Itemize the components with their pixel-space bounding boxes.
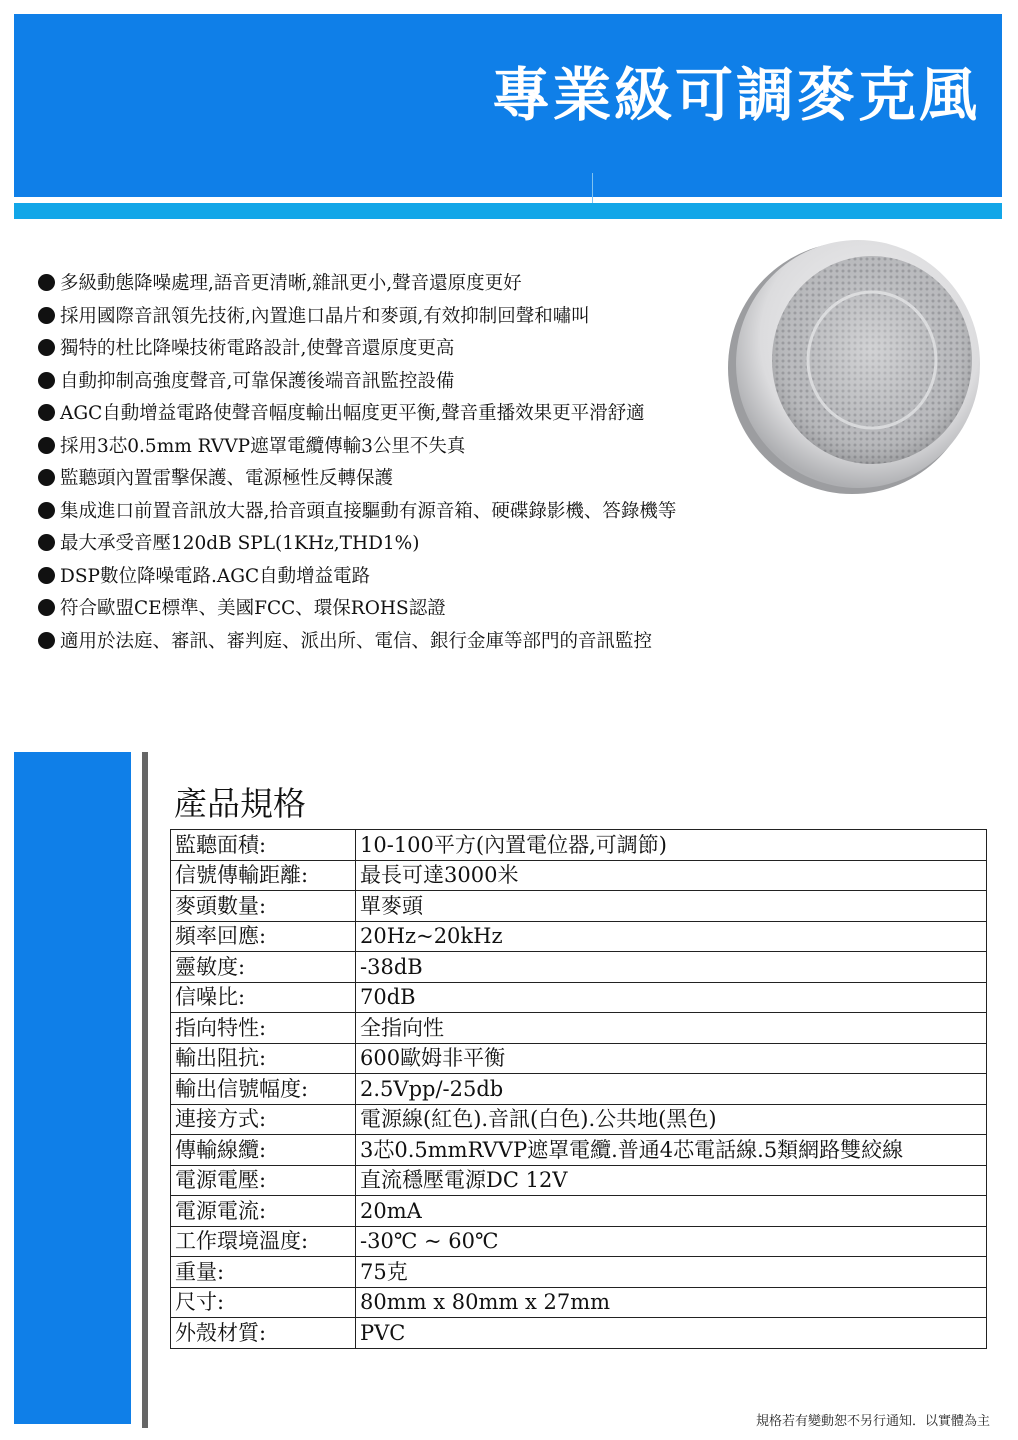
spec-key: 傳輸線纜:	[171, 1135, 356, 1166]
feature-list	[38, 268, 778, 658]
feature-item: 監聽頭內置雷擊保護、電源極性反轉保護	[38, 463, 778, 496]
spec-key: 信噪比:	[171, 982, 356, 1013]
table-row	[171, 860, 987, 891]
spec-value: 75克	[356, 1257, 987, 1288]
spec-value: 最長可達3000米	[356, 860, 987, 891]
table-row	[171, 1196, 987, 1227]
spec-value: 20mA	[356, 1196, 987, 1227]
spec-value: 全指向性	[356, 1013, 987, 1044]
bullet-icon	[38, 307, 55, 324]
spec-key: 指向特性:	[171, 1013, 356, 1044]
spec-key: 頻率回應:	[171, 921, 356, 952]
bullet-icon	[38, 502, 55, 519]
spec-value: -30℃ ~ 60℃	[356, 1226, 987, 1257]
table-row	[171, 1226, 987, 1257]
page-title: 專業級可調麥克風	[491, 61, 980, 129]
bullet-icon	[38, 372, 55, 389]
spec-key: 輸出信號幅度:	[171, 1074, 356, 1105]
table-row	[171, 1043, 987, 1074]
spec-key: 重量:	[171, 1257, 356, 1288]
table-row	[171, 1287, 987, 1318]
spec-key: 電源電流:	[171, 1196, 356, 1227]
spec-value: 10-100平方(內置電位器,可調節)	[356, 830, 987, 861]
spec-key: 工作環境溫度:	[171, 1226, 356, 1257]
bullet-icon	[38, 469, 55, 486]
spec-key: 監聽面積:	[171, 830, 356, 861]
bullet-icon	[38, 437, 55, 454]
specs-table	[170, 829, 987, 1349]
table-row	[171, 1104, 987, 1135]
spec-value: 電源線(紅色).音訊(白色).公共地(黑色)	[356, 1104, 987, 1135]
spec-value: 20Hz~20kHz	[356, 921, 987, 952]
table-row	[171, 1318, 987, 1349]
table-row	[171, 1257, 987, 1288]
bullet-icon	[38, 599, 55, 616]
decorative-side-block	[14, 752, 131, 1424]
microphone-product-image	[726, 238, 982, 496]
footer-note: 規格若有變動恕不另行通知．以實體為主	[755, 1414, 990, 1429]
feature-item: 採用3芯0.5mm RVVP遮罩電纜傳輸3公里不失真	[38, 431, 778, 464]
bullet-icon	[38, 632, 55, 649]
feature-item: DSP數位降噪電路.AGC自動增益電路	[38, 561, 778, 594]
feature-item: 符合歐盟CE標準、美國FCC、環保ROHS認證	[38, 593, 778, 626]
spec-value: 3芯0.5mmRVVP遮罩電纜.普通4芯電話線.5類網路雙絞線	[356, 1135, 987, 1166]
spec-key: 外殼材質:	[171, 1318, 356, 1349]
bullet-icon	[38, 339, 55, 356]
decorative-side-bar	[142, 752, 148, 1428]
spec-value: 70dB	[356, 982, 987, 1013]
spec-value: 600歐姆非平衡	[356, 1043, 987, 1074]
spec-value: 80mm x 80mm x 27mm	[356, 1287, 987, 1318]
feature-item: AGC自動增益電路使聲音幅度輸出幅度更平衡,聲音重播效果更平滑舒適	[38, 398, 778, 431]
table-row	[171, 830, 987, 861]
bullet-icon	[38, 274, 55, 291]
spec-value: 單麥頭	[356, 891, 987, 922]
feature-item: 適用於法庭、審訊、審判庭、派出所、電信、銀行金庫等部門的音訊監控	[38, 626, 778, 659]
spec-key: 連接方式:	[171, 1104, 356, 1135]
table-row	[171, 1074, 987, 1105]
table-row	[171, 891, 987, 922]
bullet-icon	[38, 404, 55, 421]
bullet-icon	[38, 534, 55, 551]
feature-item: 最大承受音壓120dB SPL(1KHz,THD1%)	[38, 528, 778, 561]
spec-key: 輸出阻抗:	[171, 1043, 356, 1074]
table-row	[171, 982, 987, 1013]
feature-item: 自動抑制高強度聲音,可靠保護後端音訊監控設備	[38, 366, 778, 399]
spec-key: 靈敏度:	[171, 952, 356, 983]
table-row	[171, 952, 987, 983]
bullet-icon	[38, 567, 55, 584]
spec-key: 電源電壓:	[171, 1165, 356, 1196]
table-row	[171, 1013, 987, 1044]
spec-value: 直流穩壓電源DC 12V	[356, 1165, 987, 1196]
spec-value: -38dB	[356, 952, 987, 983]
spec-key: 麥頭數量:	[171, 891, 356, 922]
feature-item: 多級動態降噪處理,語音更清晰,雜訊更小,聲音還原度更好	[38, 268, 778, 301]
table-row	[171, 1165, 987, 1196]
spec-key: 尺寸:	[171, 1287, 356, 1318]
specs-heading: 產品規格	[174, 784, 306, 823]
table-row	[171, 921, 987, 952]
table-row	[171, 1135, 987, 1166]
feature-item: 獨特的杜比降噪技術電路設計,使聲音還原度更高	[38, 333, 778, 366]
feature-item: 集成進口前置音訊放大器,拾音頭直接驅動有源音箱、硬碟錄影機、答錄機等	[38, 496, 778, 529]
feature-item: 採用國際音訊領先技術,內置進口晶片和麥頭,有效抑制回聲和嘯叫	[38, 301, 778, 334]
spec-value: 2.5Vpp/-25db	[356, 1074, 987, 1105]
spec-value: PVC	[356, 1318, 987, 1349]
header-stripe	[14, 203, 1002, 219]
spec-key: 信號傳輸距離:	[171, 860, 356, 891]
